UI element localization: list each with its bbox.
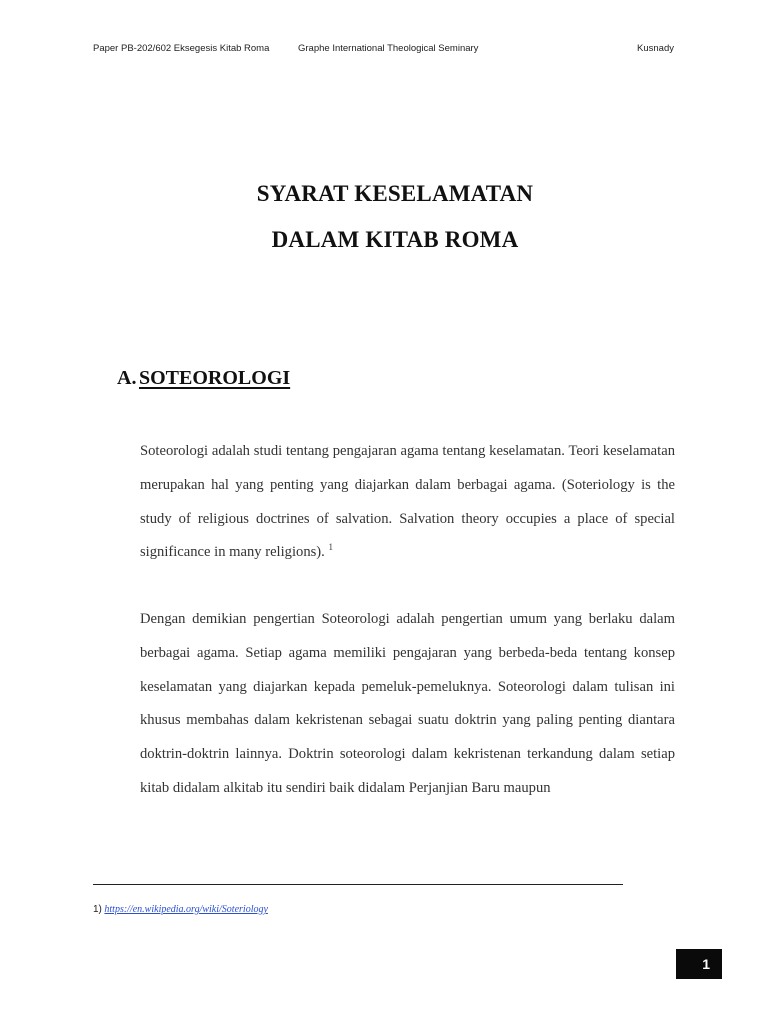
footnote-number: 1) <box>93 904 102 915</box>
header-author: Kusnady <box>637 43 674 54</box>
section-title: SOTEOROLOGI <box>139 367 291 389</box>
section-heading <box>117 367 290 390</box>
header-course: Paper PB-202/602 Eksegesis Kitab Roma <box>93 43 270 54</box>
footnote <box>93 904 268 915</box>
paragraph-definition-text: Soteorologi adalah studi tentang pengajaran agama tentang keselamatan. Teori keselamatan merupakan hal yang penting yang diajarkan dalam berbagai agama. (Soteriology is the study of religious doctrines of salvation. Salvation theory occupies a place of special significance in many religions). <box>140 443 675 561</box>
paragraph-explanation: Dengan demikian pengertian Soteorologi adalah pengertian umum yang berlaku dalam berbagai agama. Setiap agama memiliki pengajaran yang berbeda-beda tentang konsep keselamatan yang diajarkan kepada pemeluk-pemeluknya. Soteorologi dalam tulisan ini khusus membahas dalam kekristenan sebagai suatu doktrin yang paling penting diantara doktrin-doktrin lainnya. Doktrin soteorologi dalam kekristenan terkandung dalam setiap kitab didalam alkitab itu sendiri baik didalam Perjanjian Baru maupun <box>140 611 675 796</box>
page-number-badge <box>676 949 722 979</box>
page-header <box>93 43 674 57</box>
footnote-reference[interactable]: 1 <box>328 542 333 553</box>
page-number: 1 <box>702 956 710 972</box>
section-number: A. <box>117 367 137 389</box>
header-institution: Graphe International Theological Seminary <box>298 43 479 54</box>
footnote-divider <box>93 884 623 885</box>
document-title-line2: DALAM KITAB ROMA <box>271 227 519 252</box>
footnote-link[interactable]: https://en.wikipedia.org/wiki/Soteriology <box>104 904 268 915</box>
paragraph-definition <box>140 435 675 570</box>
document-title-line1: SYARAT KESELAMATAN <box>256 181 534 206</box>
